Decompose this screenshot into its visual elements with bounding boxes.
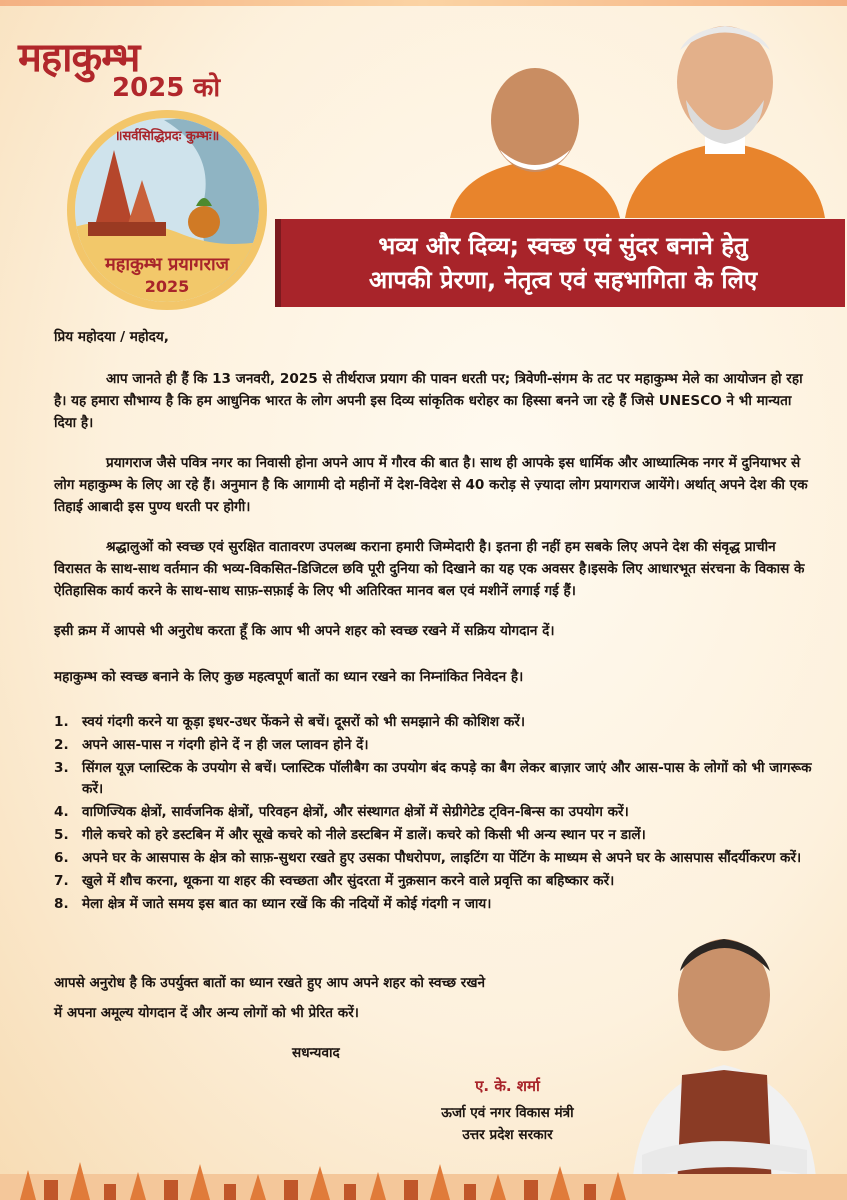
salutation: प्रिय महोदया / महोदय, (54, 329, 169, 345)
signatory-name: ए. के. शर्मा (475, 1077, 540, 1095)
logo-top-text: ॥सर्वसिद्धिप्रदः कुम्भः॥ (114, 129, 220, 144)
list-item: 7. खुले में शौच करना, थूकना या शहर की स्वच्छता और सुंदरता में नुक़सान करने वाले प्रवृत्ति का बहिष्कार करें। (54, 873, 615, 889)
list-item: 5. गीले कचरे को हरे डस्टबिन में और सूखे कचरे को नीले डस्टबिन में डालें। कचरे को किसी भी अन्य स्थान पर न डालें। (54, 827, 646, 843)
thanks-text: सधन्यवाद (292, 1045, 340, 1061)
closing-appeal (54, 968, 624, 1028)
mahakumbh-logo (64, 110, 270, 310)
list-item: 8. मेला क्षेत्र में जाते समय इस बात का ध्यान रखें कि की नदियों में कोई गंदगी न जाय। (54, 896, 492, 912)
paragraph-2: प्रयागराज जैसे पवित्र नगर का निवासी होना अपने आप में गौरव की बात है। साथ ही आपके इस धार्मिक और आध्यात्मिक नगर में दुनियाभर से लोग महाकुम्भ के लिए आ रहे हैं। अनुमान है कि आगामी दो महीनों में देश-विदेश से 40 करोड़ से ज़्यादा लोग प्रयागराज आयेंगे। अर्थात् अपने देश की एक तिहाई आबादी इस पुण्य धरती पर होगी। (54, 455, 808, 515)
top-border (0, 0, 847, 6)
list-item: 3. सिंगल यूज़ प्लास्टिक के उपयोग से बचें। प्लास्टिक पॉलीबैग का उपयोग बंद कपड़े का बैग लेकर बाज़ार जाएं और आस-पास के लोगों को भी जागरूक करें। (54, 760, 812, 797)
logo-bottom-text: महाकुम्भ प्रयागराज (105, 254, 229, 275)
signatory-designation: ऊर्जा एवं नगर विकास मंत्री (441, 1105, 574, 1121)
portrait-right (620, 20, 830, 218)
brand-title: महाकुम्भ (18, 35, 140, 81)
brand-subtitle: 2025 को (112, 73, 221, 103)
list-item: 4. वाणिज्यिक क्षेत्रों, सार्वजनिक क्षेत्रों, परिवहन क्षेत्रों, और संस्थागत क्षेत्रों में सेग्रीगेटेड ट्विन-बिन्स का उपयोग करें। (54, 804, 629, 820)
banner-line-2: आपकी प्रेरणा, नेतृत्व एवं सहभागिता के लिए (368, 266, 758, 294)
portrait-left (440, 60, 630, 218)
footer-ornament (0, 1144, 847, 1200)
appeal-line-2: में अपना अमूल्य योगदान दें और अन्य लोगों को भी प्रेरित करें। (54, 1005, 359, 1021)
paragraph-3: श्रद्धालुओं को स्वच्छ एवं सुरक्षित वातावरण उपलब्ध कराना हमारी जिम्मेदारी है। इतना ही नहीं हम सबके लिए अपने देश की संवृद्ध प्राचीन विरासत के साथ-साथ वर्तमान की भव्य-विकसित-डिजिटल छवि पूरी दुनिया को दिखाने का यह एक अवसर है।इसके लिए आधारभूत संरचना के विकास के ऐतिहासिक कार्य करने के साथ-साथ साफ़-सफ़ाई के लिए भी अतिरिक्त मानव बल एवं मशीनें लगाई गई हैं। (54, 539, 805, 599)
request-line: इसी क्रम में आपसे भी अनुरोध करता हूँ कि आप भी अपने शहर को स्वच्छ रखने में सक्रिय योगदान दें। (54, 623, 555, 639)
list-intro: महाकुम्भ को स्वच्छ बनाने के लिए कुछ महत्वपूर्ण बातों का ध्यान रखने का निम्नांकित निवेदन है। (54, 669, 524, 685)
headline-banner (275, 219, 845, 307)
appeal-line-1: आपसे अनुरोध है कि उपर्युक्त बातों का ध्यान रखते हुए आप अपने शहर को स्वच्छ रखने (54, 975, 486, 991)
banner-line-1: भव्य और दिव्य; स्वच्छ एवं सुंदर बनाने हेतु (378, 232, 748, 260)
list-item: 2. अपने आस-पास न गंदगी होने दें न ही जल प्लावन होने दें। (54, 737, 369, 753)
kalash-icon (188, 206, 220, 238)
signatory-government: उत्तर प्रदेश सरकार (462, 1127, 553, 1143)
guidelines-list (54, 712, 814, 915)
letter-body (54, 326, 814, 917)
signature-block (400, 1076, 615, 1146)
paragraph-1: आप जानते ही हैं कि 13 जनवरी, 2025 से तीर्थराज प्रयाग की पावन धरती पर; त्रिवेणी-संगम के तट पर महाकुम्भ मेले का आयोजन हो रहा है। यह हमारा सौभाग्य है कि हम आधुनिक भारत के लोग अपनी इस दिव्य सांकृतिक धरोहर का हिस्सा बनने जा रहे हैं जिसे UNESCO ने भी मान्यता दिया है। (54, 371, 803, 431)
logo-year: 2025 (144, 277, 190, 296)
list-item: 6. अपने घर के आसपास के क्षेत्र को साफ़-सुथरा रखते हुए उसका पौधरोपण, लाइटिंग या पेंटिंग के माध्यम से अपने घर के आसपास सौंदर्यीकरण करें। (54, 850, 802, 866)
list-item: 1. स्वयं गंदगी करने या कूड़ा इधर-उधर फेंकने से बचें। दूसरों को भी समझाने की कोशिश करें। (54, 714, 526, 730)
